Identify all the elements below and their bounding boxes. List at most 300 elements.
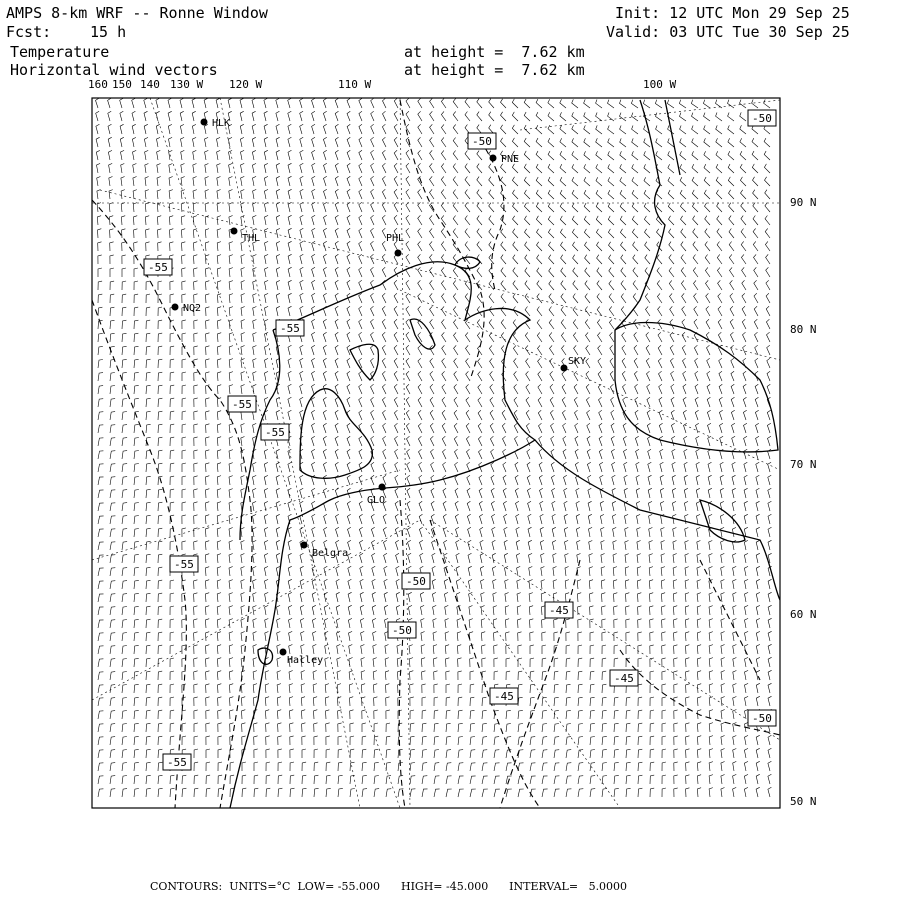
wind-barb (146, 762, 151, 771)
wind-barb (506, 632, 510, 641)
wind-barb (122, 372, 127, 381)
wind-barb (407, 527, 410, 537)
wind-barb (408, 553, 411, 563)
wind-barb (602, 593, 606, 602)
wind-barb (371, 345, 375, 355)
wind-barb (418, 215, 422, 225)
wind-barb (765, 241, 770, 251)
wind-barb (312, 579, 316, 589)
wind-barb (194, 450, 198, 459)
wind-barb (564, 527, 568, 537)
wind-barb (707, 410, 710, 420)
wind-barb (170, 541, 174, 550)
wind-barb (157, 137, 161, 147)
wind-barb (612, 501, 616, 511)
wind-barb (635, 410, 638, 420)
wind-barb (709, 788, 713, 797)
wind-barb (454, 397, 458, 407)
wind-barb (589, 541, 593, 551)
wind-barb (638, 593, 642, 602)
wind-barb (406, 358, 410, 368)
wind-barb (608, 100, 615, 108)
wind-barb (406, 384, 410, 394)
wind-barb (671, 397, 674, 407)
map-frame (92, 98, 780, 808)
wind-barb (732, 527, 736, 537)
wind-barb (434, 750, 439, 759)
wind-barb (566, 658, 570, 667)
wind-barb (276, 215, 280, 225)
wind-barb (323, 449, 326, 459)
wind-barb (719, 384, 722, 394)
wind-barb (501, 164, 507, 173)
wind-barb (502, 410, 506, 420)
wind-barb (97, 163, 101, 173)
wind-barb (539, 475, 542, 485)
wind-barb (145, 190, 149, 199)
wind-barb (145, 164, 149, 174)
wind-barb (744, 475, 747, 485)
wind-barb (550, 397, 554, 407)
wind-barb (446, 658, 450, 667)
wind-barb (253, 553, 257, 563)
wind-barb (182, 645, 186, 654)
wind-barb (324, 566, 327, 576)
wind-barb (158, 333, 162, 342)
wind-barb (300, 293, 304, 303)
wind-barb (743, 384, 746, 394)
wind-barb (121, 216, 125, 225)
wind-barb (229, 268, 233, 277)
wind-barb (478, 436, 482, 446)
wind-barb (638, 736, 642, 745)
wind-barb (325, 631, 329, 641)
wind-barb (407, 462, 410, 472)
wind-barb (122, 281, 126, 290)
wind-barb (704, 113, 711, 121)
wind-barb (194, 515, 198, 524)
wind-barb (721, 540, 725, 550)
wind-barb (470, 723, 475, 732)
wind-barb (182, 619, 186, 628)
wind-barb (300, 124, 304, 134)
wind-barb (469, 619, 473, 628)
wind-barb (530, 776, 536, 784)
wind-barb (335, 423, 338, 433)
wind-barb (382, 345, 386, 355)
wind-barb (681, 242, 686, 251)
wind-barb (706, 280, 711, 290)
wind-barb (465, 164, 470, 174)
wind-barb (697, 514, 701, 524)
wind-barb (300, 553, 304, 563)
wind-barb (347, 254, 350, 264)
wind-barb (586, 332, 591, 342)
wind-barb (324, 618, 328, 628)
field-temperature: Temperature (10, 43, 110, 61)
wind-barb (491, 488, 494, 498)
wind-barb (170, 229, 174, 238)
wind-barb (288, 254, 292, 264)
wind-barb (158, 723, 162, 732)
wind-barb (419, 488, 422, 498)
wind-barb (347, 423, 350, 433)
wind-barb (182, 424, 186, 433)
wind-barb (536, 125, 542, 134)
wind-barb (265, 254, 269, 264)
wind-barb (575, 423, 578, 433)
wind-barb (217, 281, 221, 290)
wind-barb (573, 242, 579, 251)
wind-barb (170, 359, 174, 368)
wind-barb (480, 540, 483, 550)
wind-barb (572, 112, 578, 121)
wind-barb (336, 618, 340, 628)
wind-barb (312, 228, 315, 238)
wind-barb (638, 762, 642, 771)
wind-barb (731, 345, 734, 355)
wind-barb (441, 189, 446, 199)
wind-barb (396, 592, 400, 602)
wind-barb (513, 332, 518, 342)
wind-barb (146, 242, 150, 251)
wind-barb (453, 177, 458, 187)
wind-barb (638, 619, 642, 628)
wind-barb (458, 684, 462, 693)
wind-barb (623, 436, 626, 446)
wind-barb (277, 684, 281, 693)
wind-barb (489, 190, 494, 199)
wind-barb (359, 215, 362, 225)
wind-barb (489, 242, 494, 251)
wind-barb (458, 763, 463, 771)
wind-barb (489, 307, 494, 317)
wind-barb (300, 371, 303, 381)
wind-barb (407, 475, 410, 485)
wind-barb (669, 255, 674, 264)
wind-barb (110, 646, 115, 654)
wind-barb (300, 241, 303, 251)
wind-barb (685, 632, 689, 641)
wind-barb (430, 215, 435, 225)
wind-barb (312, 241, 315, 251)
wind-barb (312, 124, 315, 134)
wind-barb (98, 346, 103, 355)
wind-barb (110, 633, 115, 641)
wind-barb (133, 203, 137, 212)
wind-barb (445, 619, 449, 629)
wind-barb (561, 319, 566, 329)
wind-barb (454, 332, 459, 342)
wind-barb (422, 697, 426, 706)
wind-barb (573, 255, 578, 264)
wind-barb (709, 723, 713, 732)
wind-barb (644, 151, 650, 160)
wind-barb (560, 99, 566, 108)
wind-barb (596, 113, 602, 122)
wind-barb (442, 332, 446, 342)
wind-barb (217, 528, 221, 537)
wind-barb (194, 658, 198, 667)
wind-barb (194, 294, 198, 303)
wind-barb (276, 501, 280, 511)
wind-barb (406, 410, 410, 420)
wind-barb (516, 514, 519, 524)
wind-barb (470, 645, 474, 654)
wind-barb (264, 488, 268, 498)
wind-barb (764, 100, 770, 109)
wind-barb (253, 255, 257, 265)
wind-barb (312, 163, 315, 173)
wind-barb (643, 100, 650, 108)
wind-barb (732, 462, 736, 472)
wind-barb (314, 762, 318, 771)
wind-barb (265, 267, 269, 277)
wind-barb (692, 203, 698, 212)
wind-barb (477, 190, 482, 199)
wind-barb (205, 528, 209, 537)
wind-barb (253, 333, 257, 343)
wind-barb (433, 658, 437, 667)
wind-barb (562, 345, 567, 355)
wind-barb (182, 775, 186, 784)
wind-barb (709, 632, 713, 641)
wind-barb (121, 150, 125, 160)
wind-barb (394, 124, 398, 134)
wind-barb (733, 710, 737, 720)
wind-barb (122, 737, 127, 746)
wind-barb (614, 749, 619, 758)
wind-barb (492, 514, 495, 524)
wind-barb (650, 749, 654, 758)
wind-barb (169, 164, 173, 174)
wind-barb (335, 501, 338, 511)
wind-barb (721, 593, 725, 603)
wind-barb (565, 593, 569, 602)
wind-barb (337, 671, 341, 680)
wind-barb (659, 371, 663, 381)
wind-barb (490, 436, 494, 446)
wind-barb (650, 762, 654, 771)
wind-barb (697, 527, 701, 537)
wind-barb (134, 503, 139, 512)
wind-barb (446, 684, 450, 693)
wind-barb (265, 319, 269, 329)
wind-barb (276, 163, 280, 173)
wind-barb (494, 789, 500, 797)
wind-barb (706, 306, 710, 316)
wind-barb (217, 346, 221, 355)
wind-barb (433, 645, 437, 654)
wind-barb (373, 658, 377, 667)
wind-barb (241, 255, 245, 265)
wind-barb (740, 112, 746, 121)
wind-barb (588, 488, 591, 498)
wind-barb (646, 345, 650, 355)
wind-barb (656, 138, 662, 147)
wind-barb (620, 126, 626, 135)
wind-barb (288, 488, 292, 498)
wind-barb (744, 787, 748, 797)
station-label-belgra: Belgra (312, 548, 349, 559)
wind-barb (371, 228, 375, 238)
wind-barb (158, 684, 162, 693)
wind-barb (349, 658, 353, 668)
wind-barb (646, 306, 651, 316)
wind-barb (362, 736, 366, 745)
wind-barb (146, 346, 150, 355)
wind-barb (407, 514, 410, 524)
wind-barb (765, 177, 771, 186)
wind-barb (632, 151, 638, 160)
wind-barb (241, 359, 245, 369)
wind-barb (536, 190, 542, 199)
wind-barb (206, 333, 210, 342)
wind-barb (301, 710, 305, 719)
wind-barb (144, 98, 148, 108)
contour-label (748, 710, 776, 726)
wind-barb (241, 424, 245, 434)
wind-barb (590, 619, 594, 628)
wind-barb (572, 229, 578, 238)
wind-barb (253, 281, 257, 291)
wind-barb (752, 138, 758, 147)
wind-barb (206, 723, 210, 732)
wind-barb (229, 281, 233, 290)
wind-barb (518, 684, 522, 693)
wind-barb (374, 789, 379, 797)
wind-barb (158, 398, 162, 407)
wind-barb (503, 462, 506, 472)
wind-barb (649, 567, 653, 576)
wind-barb (649, 514, 653, 524)
wind-barb (253, 462, 257, 472)
wind-barb (538, 410, 542, 420)
wind-barb (253, 566, 257, 576)
wind-barb (741, 203, 746, 212)
wind-barb (371, 384, 375, 394)
wind-barb (645, 255, 650, 264)
wind-barb (611, 449, 614, 459)
wind-barb (277, 671, 281, 680)
wind-barb (490, 410, 494, 420)
wind-barb (526, 384, 530, 394)
wind-barb (590, 723, 595, 732)
wind-barb (406, 202, 410, 212)
wind-barb (602, 632, 606, 641)
wind-barb (276, 150, 280, 160)
wind-barb (170, 736, 174, 745)
wind-barb (337, 684, 341, 693)
wind-barb (157, 190, 161, 199)
wind-barb (229, 476, 233, 485)
wind-barb (542, 632, 546, 641)
wind-barb (182, 385, 186, 394)
wind-barb (551, 475, 554, 485)
wind-barb (300, 267, 303, 277)
wind-barb (407, 449, 410, 459)
wind-barb (313, 684, 317, 693)
wind-barb (598, 371, 602, 381)
wind-barb (418, 397, 422, 407)
wind-barb (566, 750, 571, 758)
wind-barb (98, 620, 104, 628)
wind-barb (529, 606, 533, 615)
wind-barb (599, 410, 602, 420)
wind-barb (253, 645, 257, 655)
wind-barb (478, 423, 482, 433)
wind-barb (264, 566, 268, 576)
wind-barb (266, 749, 270, 758)
wind-barb (122, 255, 126, 264)
wind-barb (373, 671, 377, 680)
wind-barb (505, 606, 509, 615)
wind-barb (768, 670, 772, 680)
wind-barb (745, 605, 749, 615)
wind-barb (98, 607, 104, 615)
wind-barb (394, 137, 398, 147)
wind-barb (288, 228, 292, 238)
wind-barb (649, 528, 653, 538)
wind-barb (707, 397, 710, 407)
wind-barb (229, 606, 233, 615)
wind-barb (554, 750, 559, 758)
wind-barb (350, 749, 354, 758)
wind-barb (478, 371, 482, 381)
wind-barb (419, 462, 422, 472)
wind-barb (350, 762, 355, 771)
wind-barb (205, 164, 209, 174)
wind-barb (458, 750, 463, 758)
wind-barb (548, 151, 554, 160)
wind-barb (430, 384, 434, 394)
wind-barb (347, 436, 350, 446)
wind-barb (608, 190, 614, 199)
wind-barb (359, 293, 362, 303)
wind-barb (122, 594, 127, 602)
wind-barb (716, 113, 722, 122)
wind-barb (453, 203, 458, 213)
wind-barb (359, 163, 362, 173)
wind-barb (753, 177, 759, 186)
wind-barb (767, 358, 770, 368)
wind-barb (419, 514, 422, 524)
wind-barb (526, 423, 530, 433)
model-title: AMPS 8-km WRF -- Ronne Window (6, 4, 268, 22)
wind-barb (442, 319, 447, 329)
wind-barb (585, 319, 590, 329)
wind-barb (768, 527, 772, 537)
wind-barb (419, 527, 422, 537)
wind-barb (624, 475, 628, 485)
wind-barb (657, 229, 663, 238)
wind-barb (359, 111, 362, 121)
wind-barb (482, 789, 488, 797)
wind-barb (620, 164, 626, 173)
wind-barb (549, 268, 554, 277)
wind-barb (430, 176, 435, 186)
wind-barb (551, 436, 554, 446)
wind-barb (288, 358, 291, 368)
wind-barb (590, 658, 594, 667)
wind-barb (230, 723, 234, 732)
wind-barb (335, 345, 338, 355)
wind-barb (562, 384, 566, 394)
wind-barb (560, 229, 566, 238)
wind-barb (693, 242, 698, 251)
wind-barb (122, 776, 127, 785)
wind-barb (721, 619, 725, 629)
